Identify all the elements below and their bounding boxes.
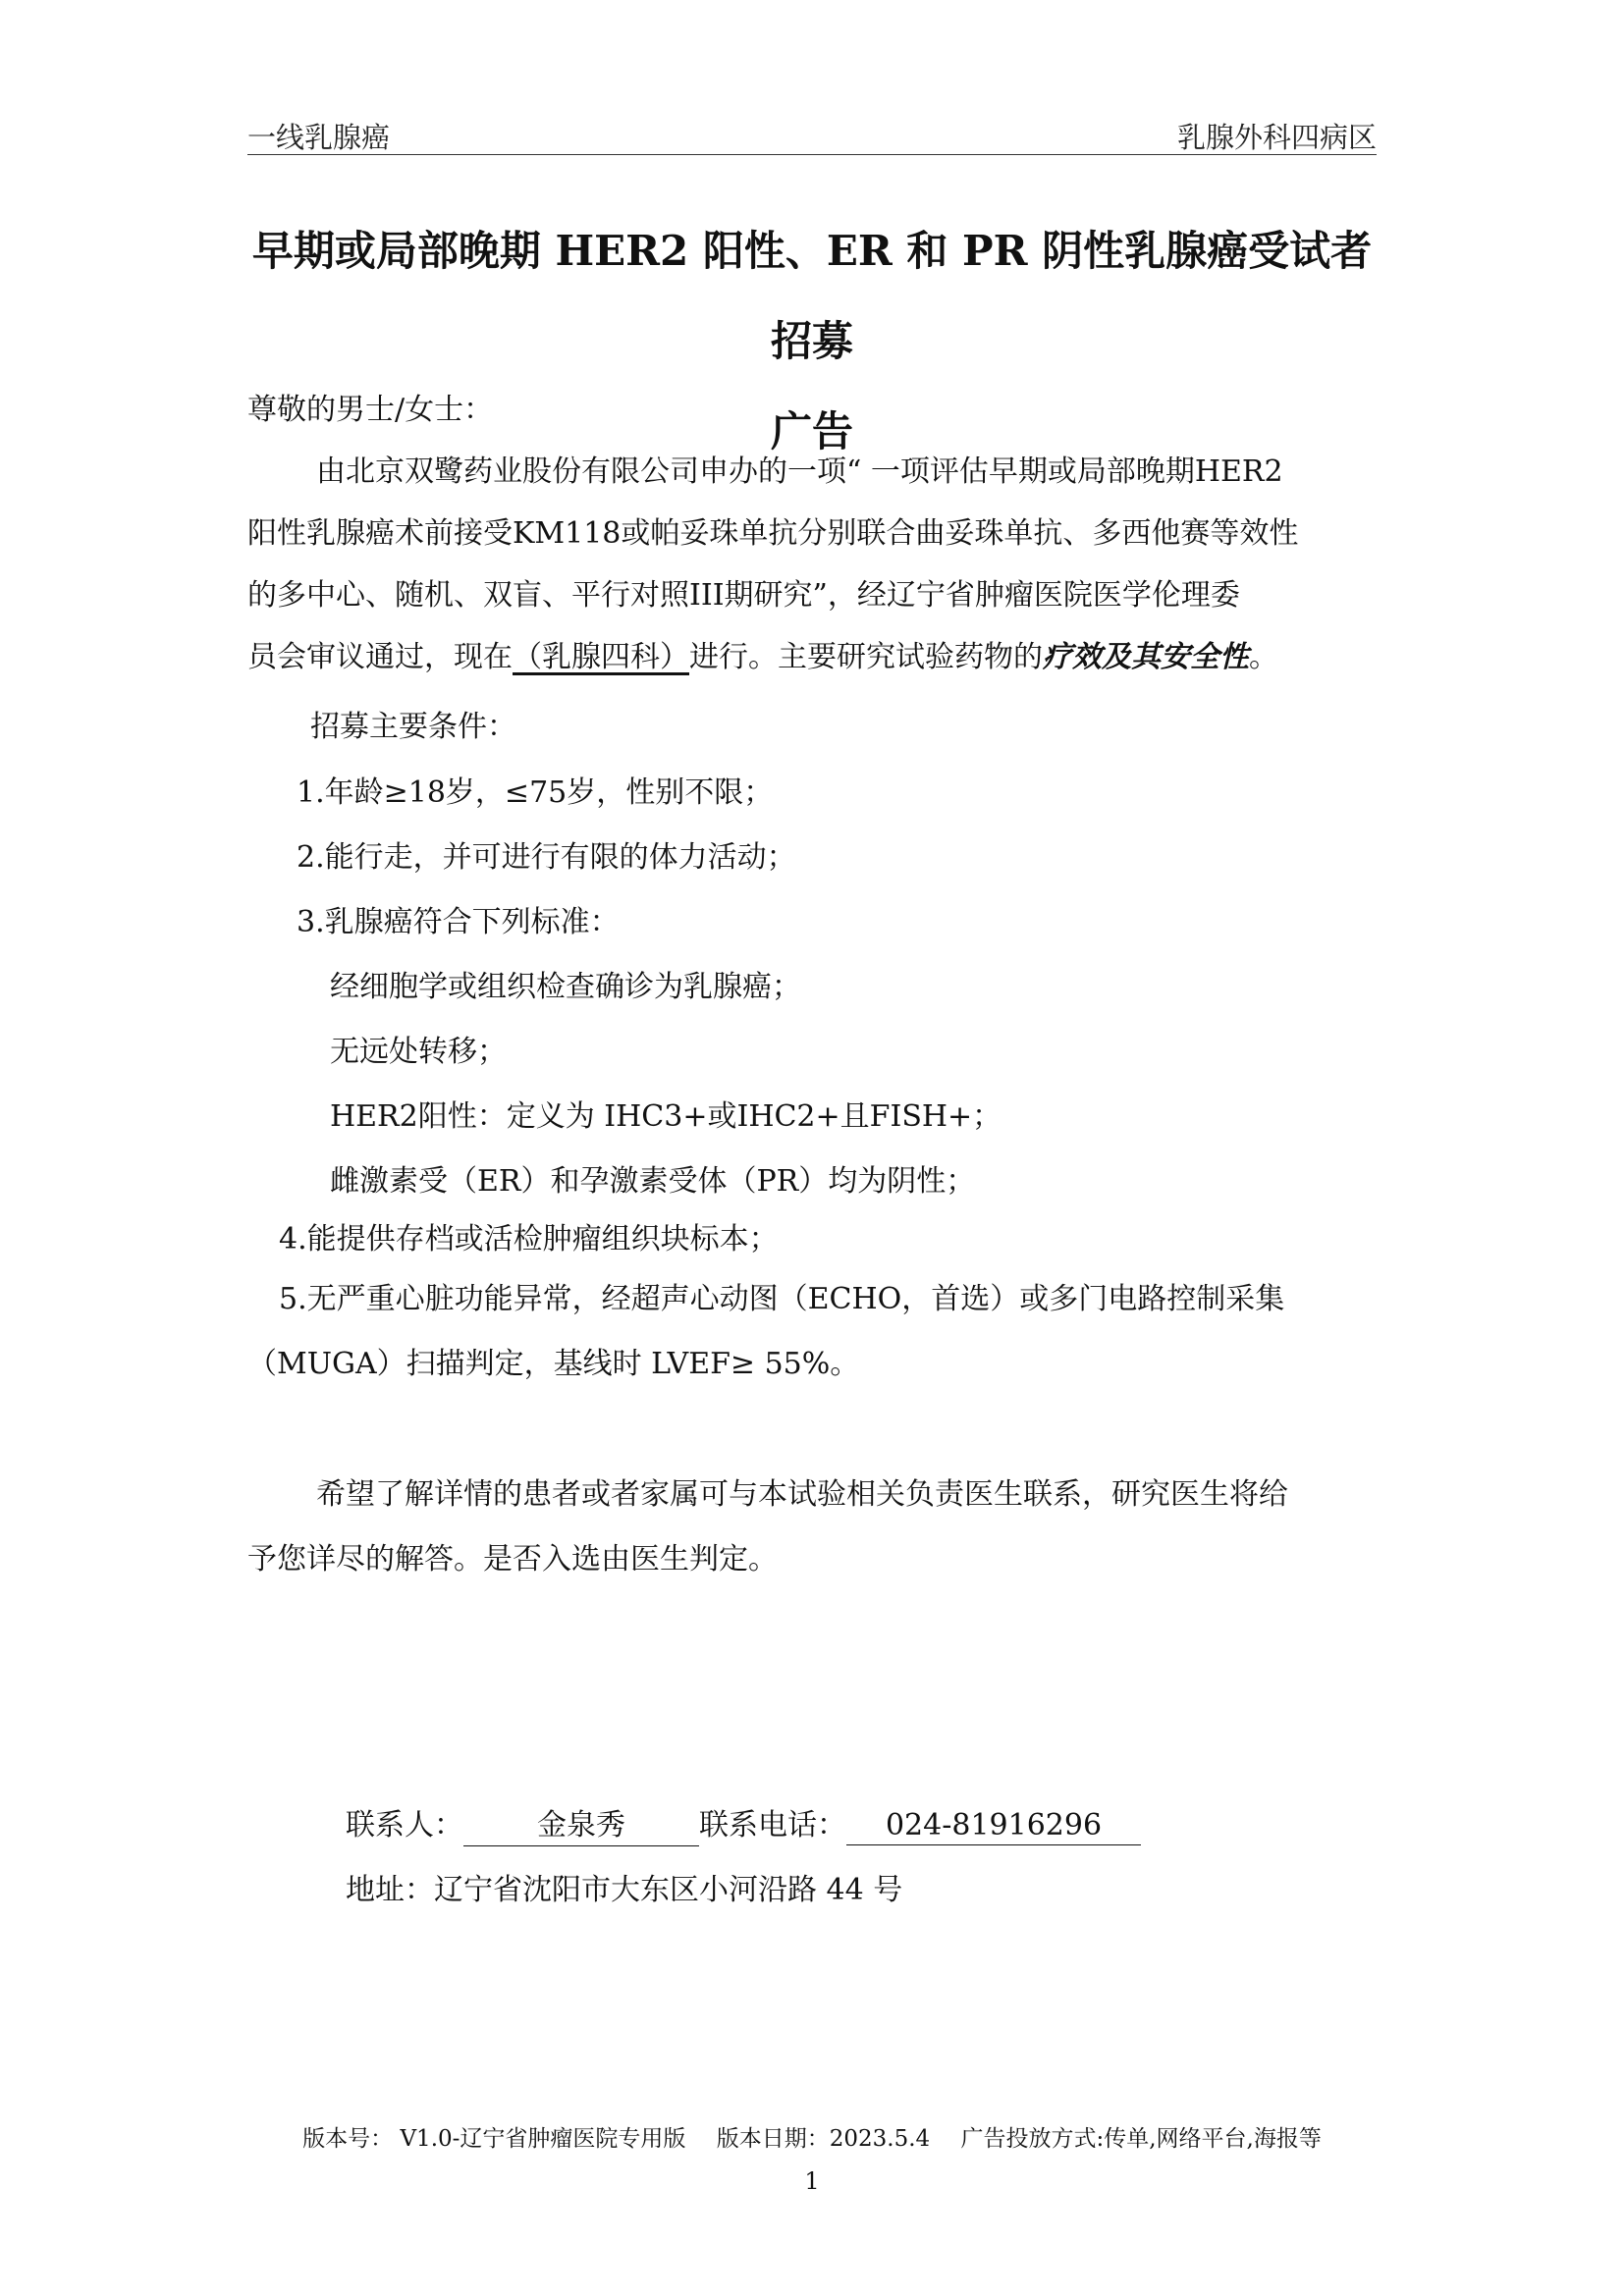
criteria-item-4: 4.能提供存档或活检肿瘤组织块标本； <box>279 1222 779 1256</box>
criteria-sub-1: 经细胞学或组织检查确诊为乳腺癌； <box>330 970 801 1004</box>
footer <box>0 2120 1624 2153</box>
criteria-sub-2: 无远处转移； <box>330 1035 507 1069</box>
page-number: 1 <box>804 2167 820 2195</box>
header-divider <box>247 154 1377 155</box>
contact-phone: 024-81916296 <box>846 1808 1141 1845</box>
criteria-item-5-line-2: （MUGA）扫描判定，基线时 LVEF≥ 55%。 <box>247 1347 860 1381</box>
contact-address: 地址：辽宁省沈阳市大东区小河沿路 44 号 <box>346 1873 903 1907</box>
contact-person-label: 联系人： <box>346 1808 463 1842</box>
contact-person: 金泉秀 <box>463 1800 699 1846</box>
intro-line-1: 由北京双鹭药业股份有限公司申办的一项“ 一项评估早期或局部晚期HER2 <box>316 454 1283 489</box>
criteria-item-1: 1.年龄≥18岁，≤75岁，性别不限； <box>297 775 774 810</box>
closing-line-2: 予您详尽的解答。是否入选由医生判定。 <box>247 1542 778 1576</box>
salutation: 尊敬的男士/女士： <box>247 393 494 427</box>
criteria-item-3: 3.乳腺癌符合下列标准： <box>297 905 620 939</box>
criteria-item-2: 2.能行走，并可进行有限的体力活动； <box>297 840 796 875</box>
intro-line-4-pre: 员会审议通过，现在 <box>247 640 513 674</box>
criteria-heading: 招募主要条件： <box>310 710 516 744</box>
footer-method: 广告投放方式:传单,网络平台,海报等 <box>960 2126 1322 2152</box>
header-left: 一线乳腺癌 <box>247 121 391 154</box>
closing-line-1: 希望了解详情的患者或者家属可与本试验相关负责医生联系，研究医生将给 <box>316 1477 1288 1512</box>
criteria-item-5-line-1: 5.无严重心脏功能异常，经超声心动图（ECHO，首选）或多门电路控制采集 <box>279 1282 1285 1316</box>
intro-line-4-end: 。 <box>1249 640 1278 674</box>
intro-line-4-mid: 进行。主要研究试验药物的 <box>689 640 1043 674</box>
contact-phone-label: 联系电话： <box>699 1808 846 1842</box>
title-line-2: 广告 <box>770 407 853 455</box>
footer-date: 版本日期：2023.5.4 <box>716 2126 931 2152</box>
header-right: 乳腺外科四病区 <box>1176 121 1377 154</box>
criteria-sub-4: 雌激素受（ER）和孕激素受体（PR）均为阴性； <box>330 1164 976 1199</box>
document-title <box>236 206 1388 477</box>
intro-line-3: 的多中心、随机、双盲、平行对照III期研究”，经辽宁省肿瘤医院医学伦理委 <box>247 578 1240 613</box>
title-line-1: 早期或局部晚期 HER2 阳性、ER 和 PR 阴性乳腺癌受试者招募 <box>251 227 1373 365</box>
intro-line-2: 阳性乳腺癌术前接受KM118或帕妥珠单抗分别联合曲妥珠单抗、多西他赛等效性 <box>247 516 1299 551</box>
contact-line <box>346 1800 1141 1846</box>
criteria-sub-3: HER2阳性：定义为 IHC3+或IHC2+且FISH+； <box>330 1099 1002 1134</box>
study-focus: 疗效及其安全性 <box>1043 640 1249 674</box>
footer-version: 版本号： V1.0-辽宁省肿瘤医院专用版 <box>302 2126 686 2152</box>
department-name: （乳腺四科） <box>513 640 689 674</box>
intro-line-4 <box>247 632 1278 675</box>
